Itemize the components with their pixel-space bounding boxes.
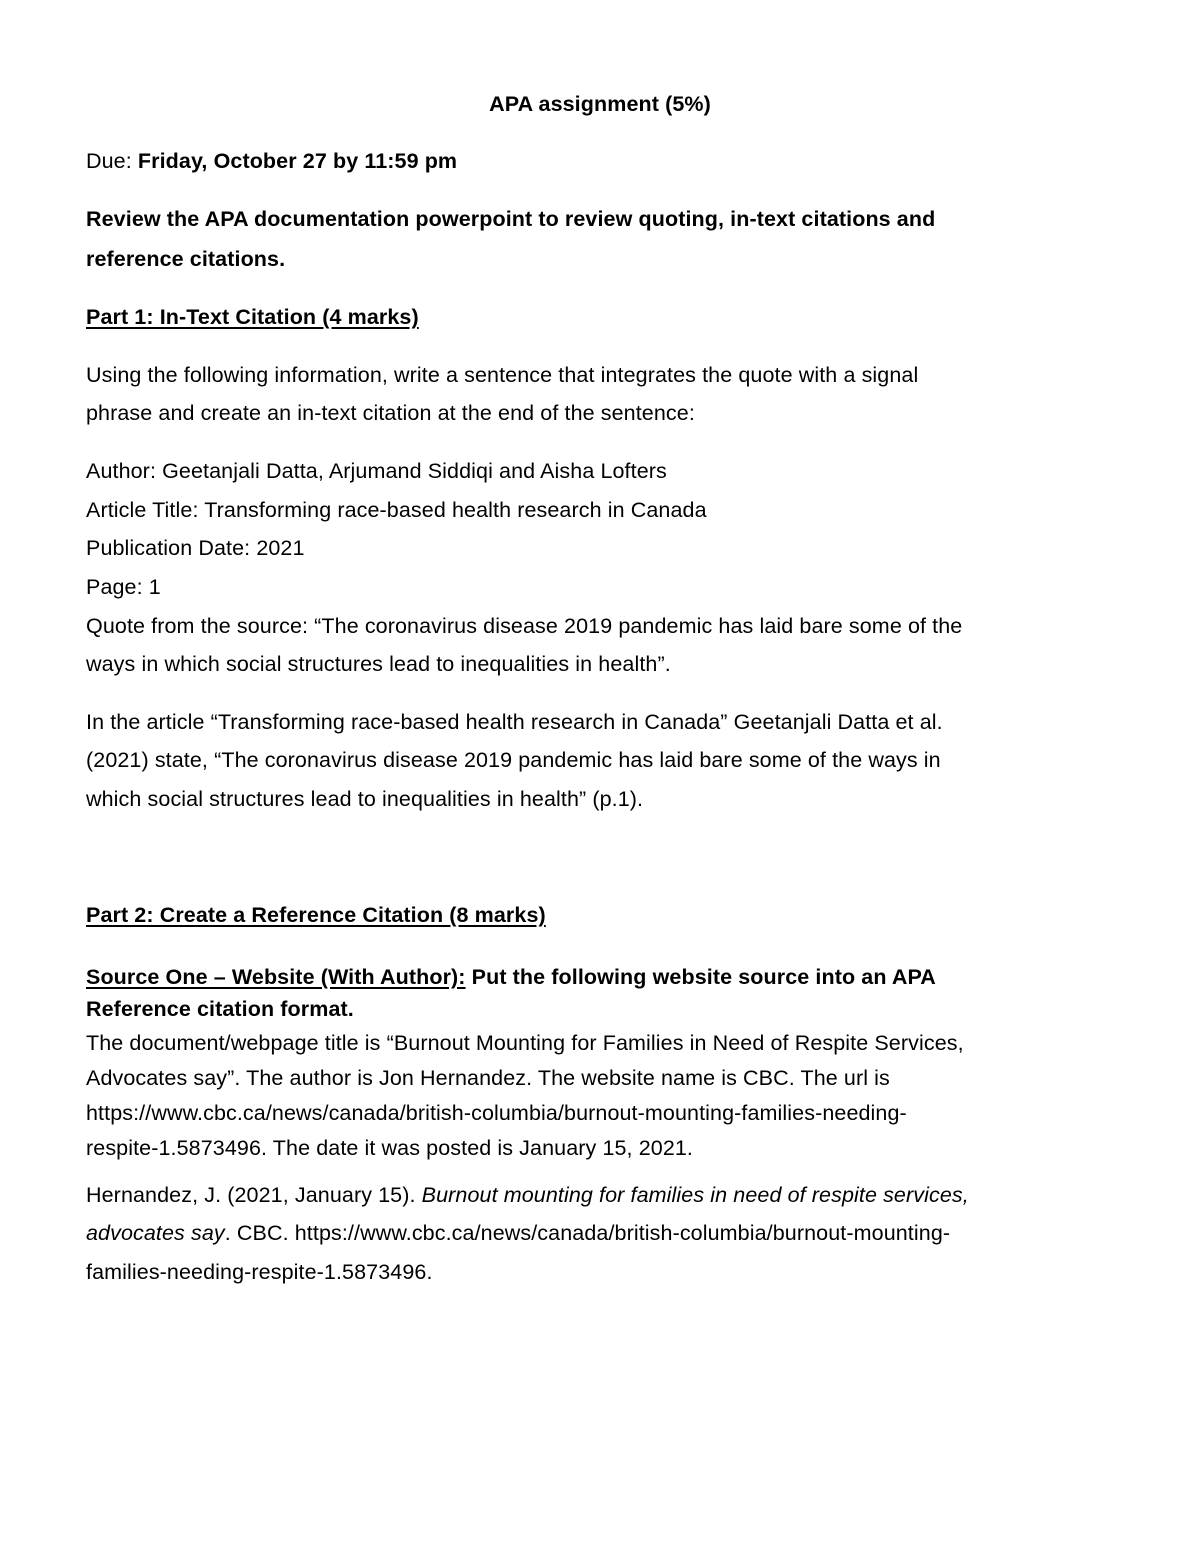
source-one-instruction-line-1 [86,963,936,991]
reference-citation-line-3: families-needing-respite-1.5873496. [86,1260,433,1284]
reference-citation-line-2 [86,1219,950,1247]
review-instruction-line-2: reference citations. [86,247,286,271]
part1-answer-line-1: In the article “Transforming race-based health research in Canada” Geetanjali Datta et al. [86,710,943,734]
review-instruction-line-1: Review the APA documentation powerpoint to review quoting, in-text citations and [86,207,936,231]
source-author: Author: Geetanjali Datta, Arjumand Siddiqi and Aisha Lofters [86,459,667,483]
source-one-instruction-text: Put the following website source into an APA [465,965,936,989]
part1-answer-line-3: which social structures lead to inequalities in health” (p.1). [86,787,644,811]
source-publication-date: Publication Date: 2021 [86,536,305,560]
citation-source-url: . CBC. https://www.cbc.ca/news/canada/british-columbia/burnout-mounting- [224,1221,951,1245]
due-date: Friday, October 27 by 11:59 pm [137,149,458,173]
part2-heading: Part 2: Create a Reference Citation (8 marks) [86,903,546,927]
source-article-title: Article Title: Transforming race-based health research in Canada [86,498,707,522]
citation-author-date: Hernandez, J. (2021, January 15). [86,1183,422,1207]
page-title: APA assignment (5%) [489,92,711,116]
citation-title-part-2: advocates say [86,1221,225,1245]
source-quote-line-2: ways in which social structures lead to inequalities in health”. [86,652,671,676]
part1-answer-line-2: (2021) state, “The coronavirus disease 2019 pandemic has laid bare some of the ways in [86,748,941,772]
source-page: Page: 1 [86,575,161,599]
due-label: Due: [86,149,138,173]
part1-instruction-line-2: phrase and create an in-text citation at the end of the sentence: [86,401,695,425]
source-quote-line-1: Quote from the source: “The coronavirus disease 2019 pandemic has laid bare some of the [86,614,963,638]
reference-citation-line-1 [86,1181,969,1209]
part1-instruction-line-1: Using the following information, write a sentence that integrates the quote with a signal [86,363,919,387]
source-one-description-line-4: respite-1.5873496. The date it was posted is January 15, 2021. [86,1136,694,1160]
due-line [86,147,457,175]
part1-heading: Part 1: In-Text Citation (4 marks) [86,305,419,329]
source-one-instruction-line-2: Reference citation format. [86,997,354,1021]
source-one-label: Source One – Website (With Author): [86,965,466,989]
source-one-description-line-3: https://www.cbc.ca/news/canada/british-columbia/burnout-mounting-families-needing- [86,1101,907,1125]
citation-title-part-1: Burnout mounting for families in need of respite services, [421,1183,969,1207]
source-one-description-line-1: The document/webpage title is “Burnout Mounting for Families in Need of Respite Services, [86,1031,964,1055]
source-one-description-line-2: Advocates say”. The author is Jon Hernandez. The website name is CBC. The url is [86,1066,890,1090]
